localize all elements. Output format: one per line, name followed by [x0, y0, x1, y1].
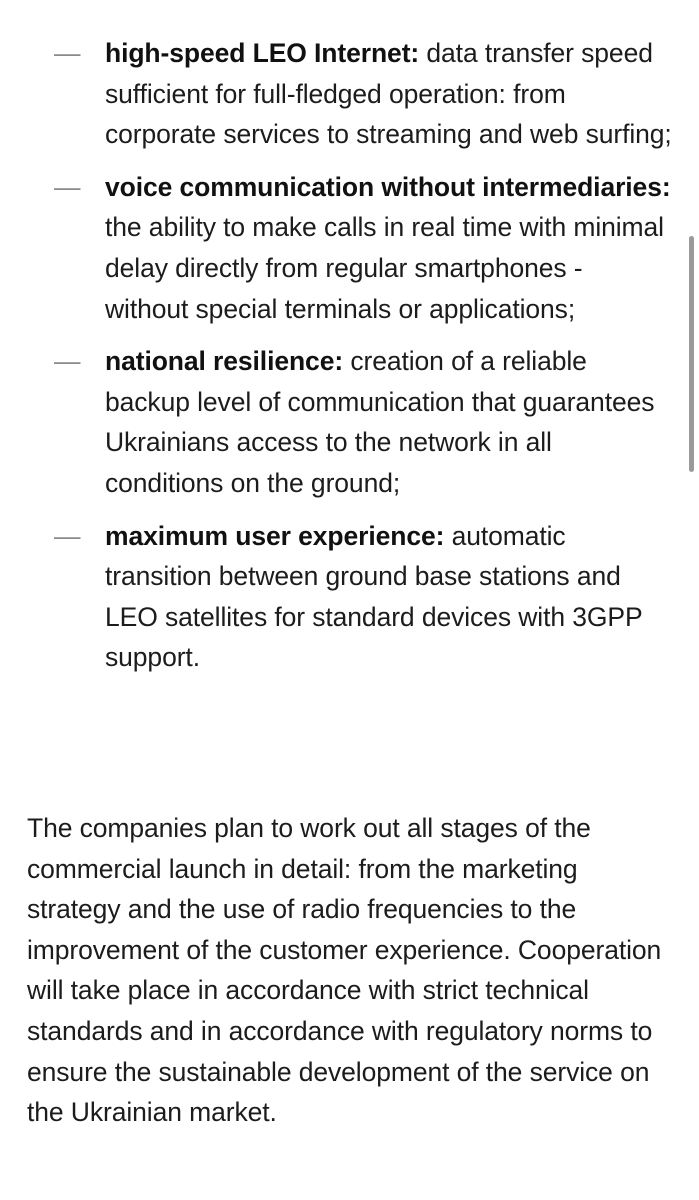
dash-icon: — — [54, 38, 81, 68]
list-item-lead: maximum user experience: — [105, 520, 445, 551]
list-item — [0, 341, 699, 503]
scrollbar[interactable] — [687, 0, 699, 1200]
list-item — [0, 33, 699, 155]
body-paragraph: The companies plan to work out all stages of the commercial launch in detail: from the marketing strategy and the use of radio frequencies to the improvement of the customer experience. Cooperation will take place in accordance with strict technical standards and in accordance with regulatory norms to ensure the sustainable development of the service on the Ukrainian market. — [27, 813, 662, 1128]
list-item-text: the ability to make calls in real time with minimal delay directly from regular smartphones - without special terminals or applications; — [105, 212, 664, 324]
scrollbar-thumb[interactable] — [689, 236, 694, 472]
list-item-lead: high-speed LEO Internet: — [105, 38, 420, 68]
dash-icon: — — [54, 171, 81, 202]
dash-icon: — — [54, 520, 81, 551]
list-item — [0, 516, 699, 678]
dash-icon: — — [54, 346, 81, 377]
list-item-text: creation of a reliable backup level of communication that guarantees Ukrainians access to the network in all conditions on the ground; — [105, 346, 655, 498]
list-item-text: automatic transition between ground base stations and LEO satellites for standard devices with 3GPP support. — [105, 520, 643, 673]
list-item — [0, 167, 699, 329]
feature-list — [0, 33, 699, 690]
list-item-lead: national resilience: — [105, 346, 344, 377]
list-item-text: data transfer speed sufficient for full-fledged operation: from corporate services to streaming and web surfing; — [105, 38, 672, 150]
list-item-lead: voice communication without intermediaries: — [105, 171, 671, 202]
